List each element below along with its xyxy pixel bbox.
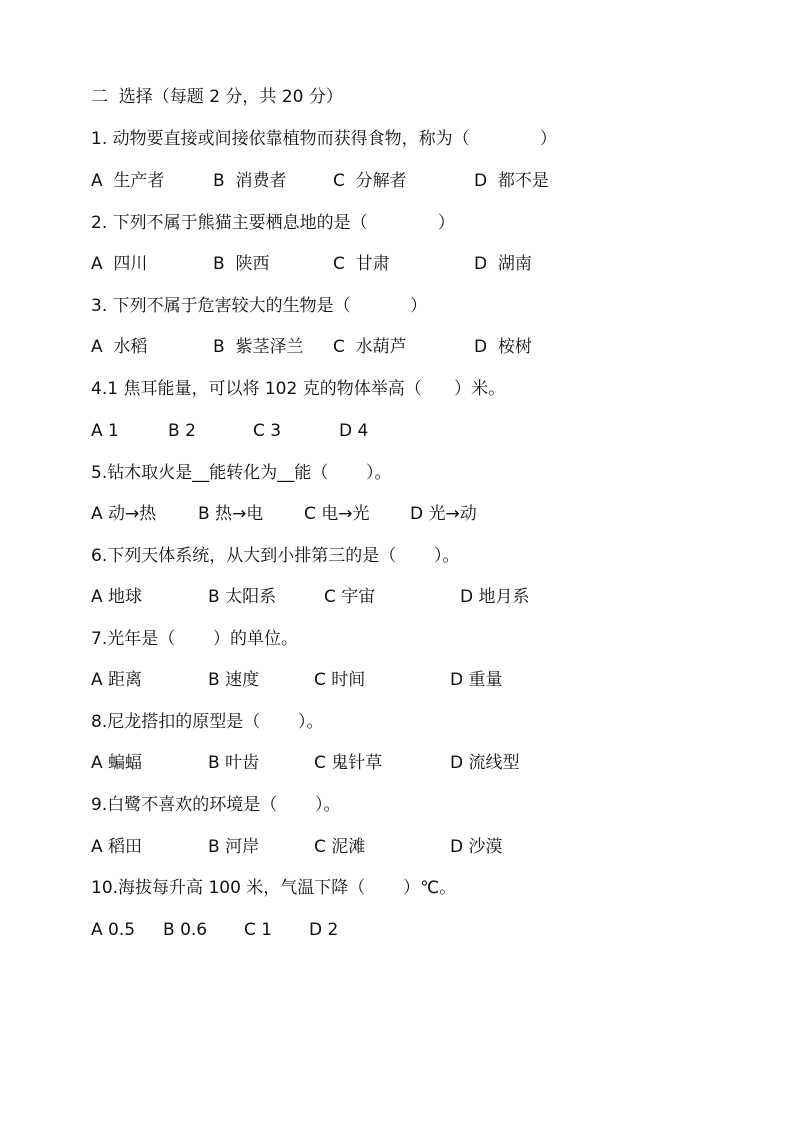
question-5-option-c: C 电→光 xyxy=(304,504,370,524)
question-6-stem: 6.下列天体系统，从大到小排第三的是（ ）。 xyxy=(91,546,460,566)
question-9-option-a: A 稻田 xyxy=(91,837,143,857)
question-5-option-a: A 动→热 xyxy=(91,504,157,524)
question-1-option-a: A 生产者 xyxy=(91,171,165,191)
question-1-stem: 1. 动物要直接或间接依靠植物而获得食物，称为（ ） xyxy=(91,129,557,149)
question-1-option-b: B 消费者 xyxy=(213,171,287,191)
question-1-option-c: C 分解者 xyxy=(333,171,407,191)
question-10-option-d: D 2 xyxy=(309,920,339,940)
question-9-option-d: D 沙漠 xyxy=(450,837,503,857)
question-2-option-c: C 甘肃 xyxy=(333,254,390,274)
question-7-option-d: D 重量 xyxy=(450,670,503,690)
question-8-option-c: C 鬼针草 xyxy=(314,753,383,773)
question-9-option-c: C 泥滩 xyxy=(314,837,366,857)
question-8-stem: 8.尼龙搭扣的原型是（ ）。 xyxy=(91,712,324,732)
question-5-option-b: B 热→电 xyxy=(198,504,264,524)
question-10-option-c: C 1 xyxy=(244,920,273,940)
question-4-option-a: A 1 xyxy=(91,421,119,441)
question-8-option-b: B 叶齿 xyxy=(208,753,260,773)
question-6-option-d: D 地月系 xyxy=(460,587,530,607)
question-3-option-d: D 桉树 xyxy=(474,337,532,357)
question-8-option-d: D 流线型 xyxy=(450,753,520,773)
question-6-option-a: A 地球 xyxy=(91,587,143,607)
question-2-option-d: D 湖南 xyxy=(474,254,532,274)
question-3-option-b: B 紫茎泽兰 xyxy=(213,337,304,357)
question-10-option-a: A 0.5 xyxy=(91,920,136,940)
question-4-option-b: B 2 xyxy=(168,421,196,441)
question-9-option-b: B 河岸 xyxy=(208,837,260,857)
question-10-option-b: B 0.6 xyxy=(163,920,208,940)
section-title: 二 选择（每题 2 分，共 20 分） xyxy=(91,87,343,107)
question-3-stem: 3. 下列不属于危害较大的生物是（ ） xyxy=(91,296,428,316)
question-7-option-a: A 距离 xyxy=(91,670,143,690)
question-5-stem: 5.钻木取火是__能转化为__能（ ）。 xyxy=(91,463,392,483)
question-3-option-a: A 水稻 xyxy=(91,337,148,357)
question-9-stem: 9.白鹭不喜欢的环境是（ ）。 xyxy=(91,795,341,815)
question-7-option-b: B 速度 xyxy=(208,670,260,690)
question-7-stem: 7.光年是（ ）的单位。 xyxy=(91,629,299,649)
question-2-option-b: B 陕西 xyxy=(213,254,270,274)
question-2-stem: 2. 下列不属于熊猫主要栖息地的是（ ） xyxy=(91,213,455,233)
question-5-option-d: D 光→动 xyxy=(410,504,477,524)
question-4-stem: 4.1 焦耳能量，可以将 102 克的物体举高（ ）米。 xyxy=(91,379,506,399)
question-6-option-b: B 太阳系 xyxy=(208,587,277,607)
question-1-option-d: D 都不是 xyxy=(474,171,549,191)
question-4-option-d: D 4 xyxy=(339,421,369,441)
question-3-option-c: C 水葫芦 xyxy=(333,337,407,357)
question-6-option-c: C 宇宙 xyxy=(324,587,376,607)
question-2-option-a: A 四川 xyxy=(91,254,148,274)
question-7-option-c: C 时间 xyxy=(314,670,366,690)
question-8-option-a: A 蝙蝠 xyxy=(91,753,143,773)
question-4-option-c: C 3 xyxy=(253,421,282,441)
question-10-stem: 10.海拔每升高 100 米，气温下降（ ）℃。 xyxy=(91,878,457,898)
